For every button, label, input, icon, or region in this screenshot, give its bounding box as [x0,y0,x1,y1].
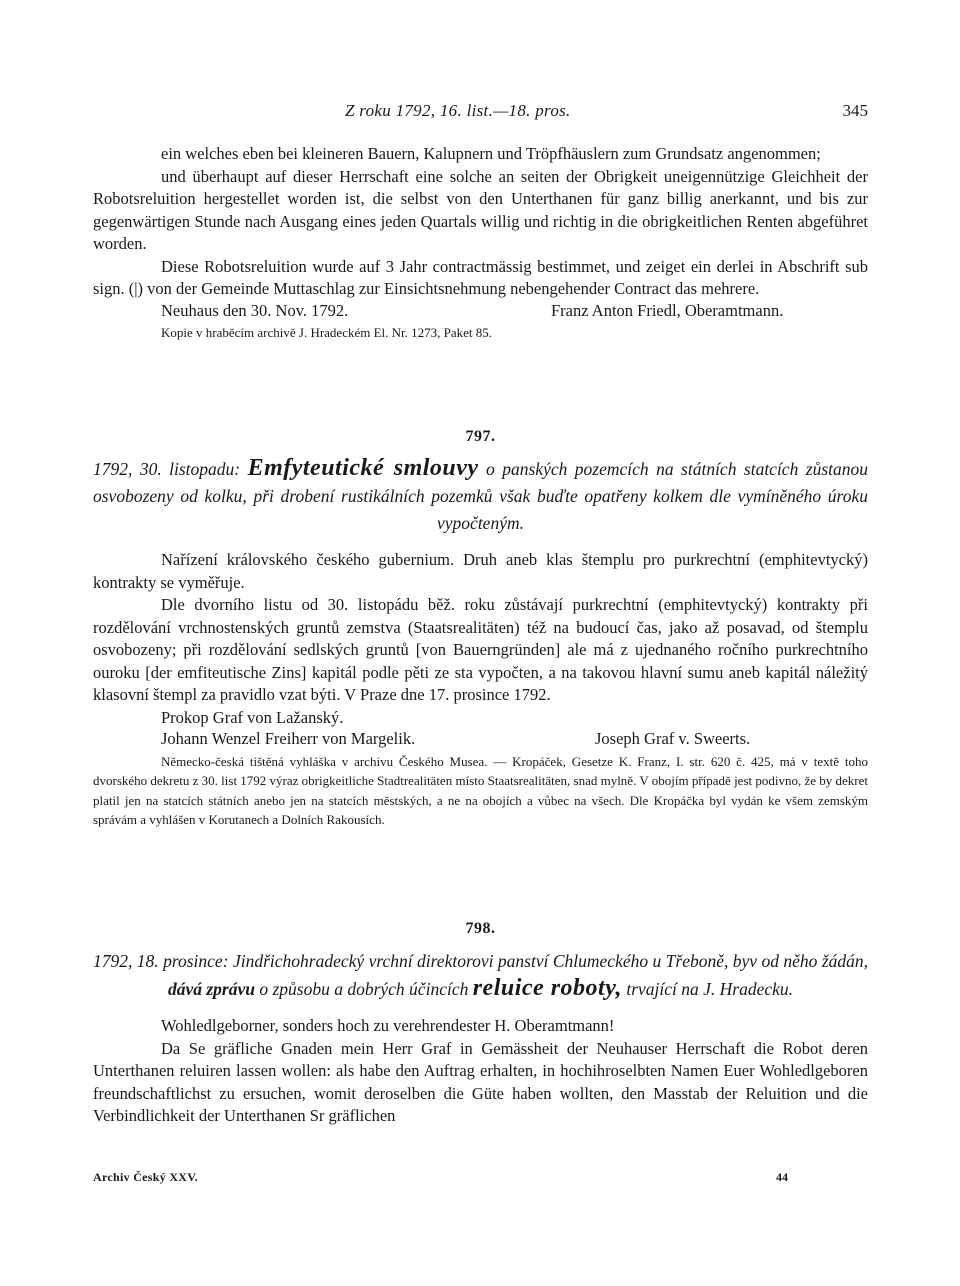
signature-line: Prokop Graf von Lažanský. [161,707,344,727]
heading-keyword: Emfyteutické smlouvy [247,455,479,481]
salutation: Wohledlgeborner, sonders hoch zu verehrendester H. Oberamtmann! [161,1016,615,1035]
heading-text: o způsobu a dobrých účincích [259,979,469,999]
source-note: Kopie v hraběcím archivě J. Hradeckém El. Nr. 1273, Paket 85. [161,325,493,340]
heading-text: o panských pozemcích na státních statcích zůstanou osvobozeny od kolku, při drobení rustikálních pozemků však buďte opatřeny kolkem dle vymíněného úroku vypočteným. [93,459,868,533]
heading-emphasis: dává zprávu [167,979,255,999]
heading-date: 1792, 18. prosince: [93,951,229,971]
running-head [93,101,868,125]
signature-name: Joseph Graf v. Sweerts. [595,729,751,748]
signature-line [93,729,868,752]
running-head-title: Z roku 1792, 16. list.—18. pros. [345,101,571,120]
source-note: Německo-česká tištěná vyhláška v archivu Českého Musea. — Kropáček, Gesetze K. Franz, I. str. 620 č. 425, má v textě toho dvorského dekretu z 30. list 1792 výraz obrigkeitliche Stadtrealitäten místo Staatsrealitäten, snad mylně. V obojím případě jest podivno, že by dekret platil jen na statcích státních anebo jen na statcích městských, a ne na obojích a vůbec na všech. Dle Kropáčka byl vydán ke všem zemským správám a vyhlášen v Korutanech a Dolních Rakousích. [93,753,868,827]
paragraph: Dle dvorního listu od 30. listopádu běž. roku zůstávají purkrechtní (emphitevtycký) kontrakty při rozdělování vrchnostenských gruntů zemstva (Staatsrealitäten) též na budoucí čas, jako až posavad, od štemplu osvobozeny; při rozdělování sedlských gruntů [von Bauerngründen] ale má z ujednaného ročního purkrechtního ouroku [der emfiteutische Zins] kapitál podle pěti ze sta vypočten, a na takovou hlavní sumu aneb kapitál náležitý klasovní štempl za pravidlo vzat býti. V Praze dne 17. prosince 1792. [93,595,868,704]
signature-place-date: Neuhaus den 30. Nov. 1792. [161,300,349,320]
heading-text: trvající na J. Hradecku. [626,979,794,999]
signature-line [93,301,868,324]
signature-name: Franz Anton Friedl, Oberamtmann. [551,300,784,320]
page-footer [93,1170,868,1190]
document-number: 797. [465,428,496,445]
paragraph: Diese Robotsreluition wurde auf 3 Jahr contractmässig bestimmet, und zeiget ein derlei in Abschrift sub sign. (|) von der Gemeinde Muttaschlag zur Einsichtsnehmung nebengehender Contract das mehrere. [93,256,868,298]
paragraph: Nařízení královského českého gubernium. Druh aneb klas štemplu pro purkrechtní (emphitevtycký) kontrakty se vyměřuje. [93,550,868,592]
heading-text: Jindřichohradecký vrchní direktorovi panství Chlumeckého u Třeboně, byv od něho žádán, [232,951,869,971]
document-798 [93,948,868,1128]
continuation-section [93,143,868,343]
heading-date: 1792, 30. listopadu: [93,459,241,479]
sheet-number: 44 [776,1170,788,1184]
document-heading [93,948,868,1003]
paragraph: Da Se gräfliche Gnaden mein Herr Graf in Gemässheit der Neuhauser Herrschaft die Robot deren Unterthanen reluiren lassen wollen: als habe den Auftrag erhalten, in hochihroselbten Namen Euer Wohledlgeboren freundschaftlichst zu ersuchen, womit deroselben die Güte haben wollten, den Masstab der Reluition und die Verbindlichkeit der Unterthanen Sr gräflichen [93,1038,868,1125]
paragraph: ein welches eben bei kleineren Bauern, Kalupnern und Tröpfhäuslern zum Grundsatz angenommen; [161,144,821,163]
document-heading [93,455,868,537]
heading-keyword: reluice roboty, [472,975,622,1001]
document-page [93,0,868,1286]
signature-name: Johann Wenzel Freiherr von Margelik. [161,729,416,748]
page-number: 345 [842,101,868,120]
paragraph: und überhaupt auf dieser Herrschaft eine solche an seiten der Obrigkeit uneigennützige Gleichheit der Robotsreluition hergestellet worden ist, die selbst von den Unterthanen für ganz billig anerkannt, und bis zur gegenwärtigen Stunde nach Ausgang eines jeden Quartals willig und richtig in die obrigkeitlichen Renten abgeführet worden. [93,166,868,253]
document-number: 798. [465,920,496,937]
document-797 [93,455,868,830]
signature-mark: Archiv Český XXV. [93,1170,198,1184]
